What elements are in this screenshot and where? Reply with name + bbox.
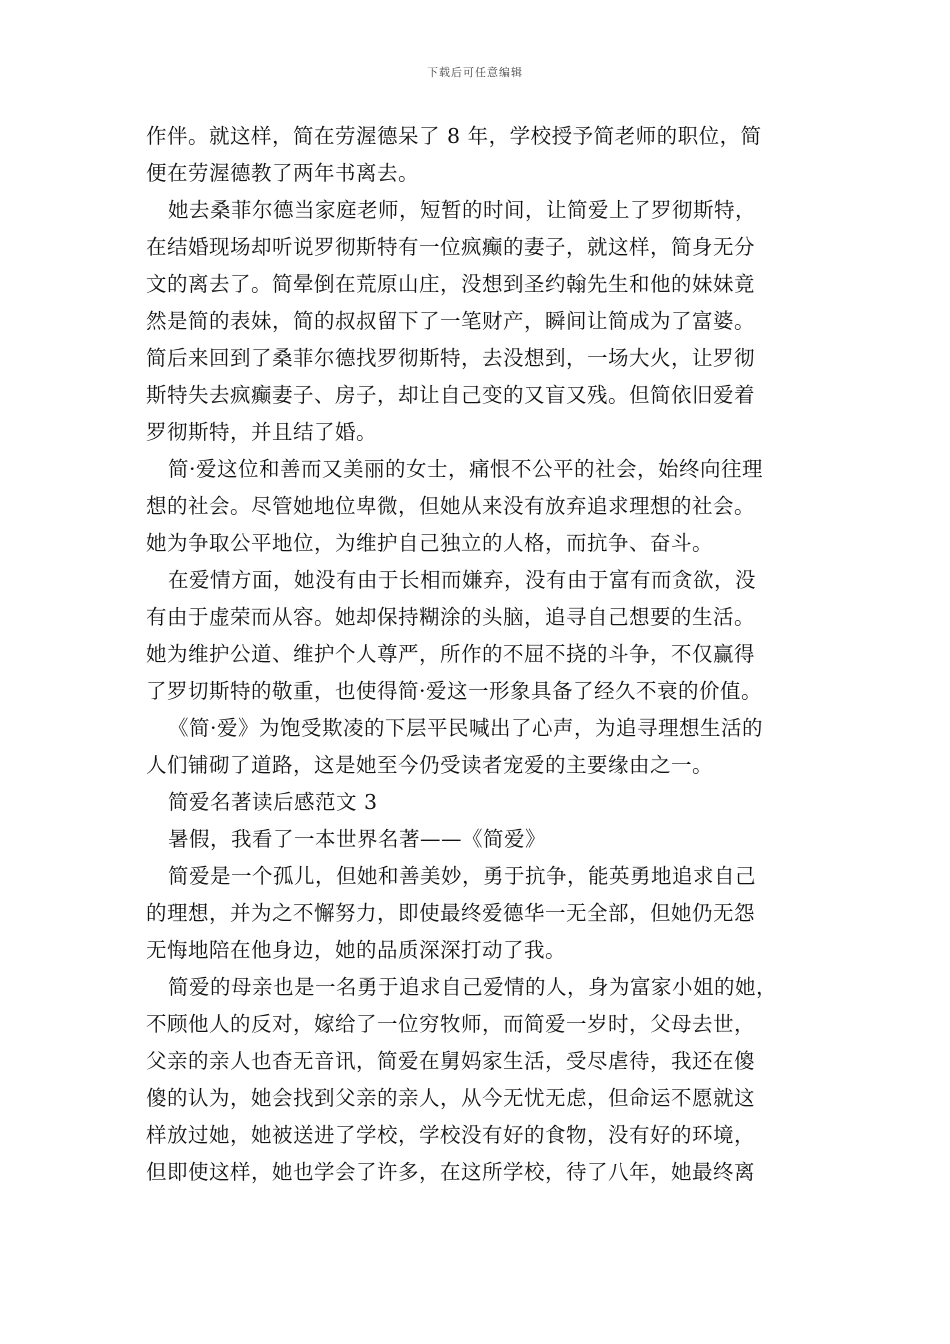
text-line: 在结婚现场却听说罗彻斯特有一位疯癫的妻子，就这样，简身无分 (146, 235, 755, 259)
text-line: 人们铺砌了道路，这是她至今仍受读者宠爱的主要缘由之一。 (146, 753, 713, 777)
text-line: 父亲的亲人也杳无音讯，简爱在舅妈家生活，受尽虐待，我还在傻 (146, 1049, 755, 1073)
text-line: 样放过她，她被送进了学校，学校没有好的食物，没有好的环境， (146, 1123, 755, 1147)
text-line: 简爱是一个孤儿，但她和善美妙，勇于抗争，能英勇地追求自己 (168, 864, 756, 888)
text-line: 简爱的母亲也是一名勇于追求自己爱情的人，身为富家小姐的她， (168, 975, 777, 999)
text-line: 的理想，并为之不懈努力，即使最终爱德华一无全部，但她仍无怨 (146, 901, 755, 925)
text-line: 作伴。就这样，简在劳渥德呆了 8 年，学校授予简老师的职位，简 (146, 124, 762, 148)
text-line: 斯特失去疯癫妻子、房子，却让自己变的又盲又残。但简依旧爱着 (146, 383, 755, 407)
text-line: 简·爱这位和善而又美丽的女士，痛恨不公平的社会，始终向往理 (168, 457, 764, 481)
text-line: 简后来回到了桑菲尔德找罗彻斯特，去没想到，一场大火，让罗彻 (146, 346, 755, 370)
text-line: 有由于虚荣而从容。她却保持糊涂的头脑，追寻自己想要的生活。 (146, 605, 755, 629)
text-line: 暑假，我看了一本世界名著——《简爱》 (168, 827, 546, 851)
text-line: 她为争取公平地位，为维护自己独立的人格，而抗争、奋斗。 (146, 531, 713, 555)
text-line: 想的社会。尽管她地位卑微，但她从来没有放弃追求理想的社会。 (146, 494, 755, 518)
text-line: 文的离去了。简晕倒在荒原山庄，没想到圣约翰先生和他的妹妹竟 (146, 272, 755, 296)
text-line: 她为维护公道、维护个人尊严，所作的不屈不挠的斗争，不仅赢得 (146, 642, 755, 666)
text-line: 无悔地陪在他身边，她的品质深深打动了我。 (146, 938, 566, 962)
text-line: 不顾他人的反对，嫁给了一位穷牧师，而简爱一岁时，父母去世， (146, 1012, 755, 1036)
text-line: 但即使这样，她也学会了许多，在这所学校，待了八年，她最终离 (146, 1160, 755, 1184)
text-line: 便在劳渥德教了两年书离去。 (146, 161, 419, 185)
text-line: 罗彻斯特，并且结了婚。 (146, 420, 377, 444)
document-body (146, 118, 822, 1191)
text-line: 《简·爱》为饱受欺凌的下层平民喊出了心声，为追寻理想生活的 (168, 716, 764, 740)
text-line: 简爱名著读后感范文 3 (168, 790, 378, 814)
text-line: 在爱情方面，她没有由于长相而嫌弃，没有由于富有而贪欲，没 (168, 568, 756, 592)
text-line: 她去桑菲尔德当家庭老师，短暂的时间，让简爱上了罗彻斯特， (168, 198, 756, 222)
text-line: 然是简的表妹，简的叔叔留下了一笔财产，瞬间让简成为了富婆。 (146, 309, 755, 333)
text-line: 了罗切斯特的敬重，也使得简·爱这一形象具备了经久不衰的价值。 (146, 679, 763, 703)
page-header-note: 下载后可任意编辑 (427, 66, 523, 79)
text-line: 傻的认为，她会找到父亲的亲人，从今无忧无虑，但命运不愿就这 (146, 1086, 755, 1110)
